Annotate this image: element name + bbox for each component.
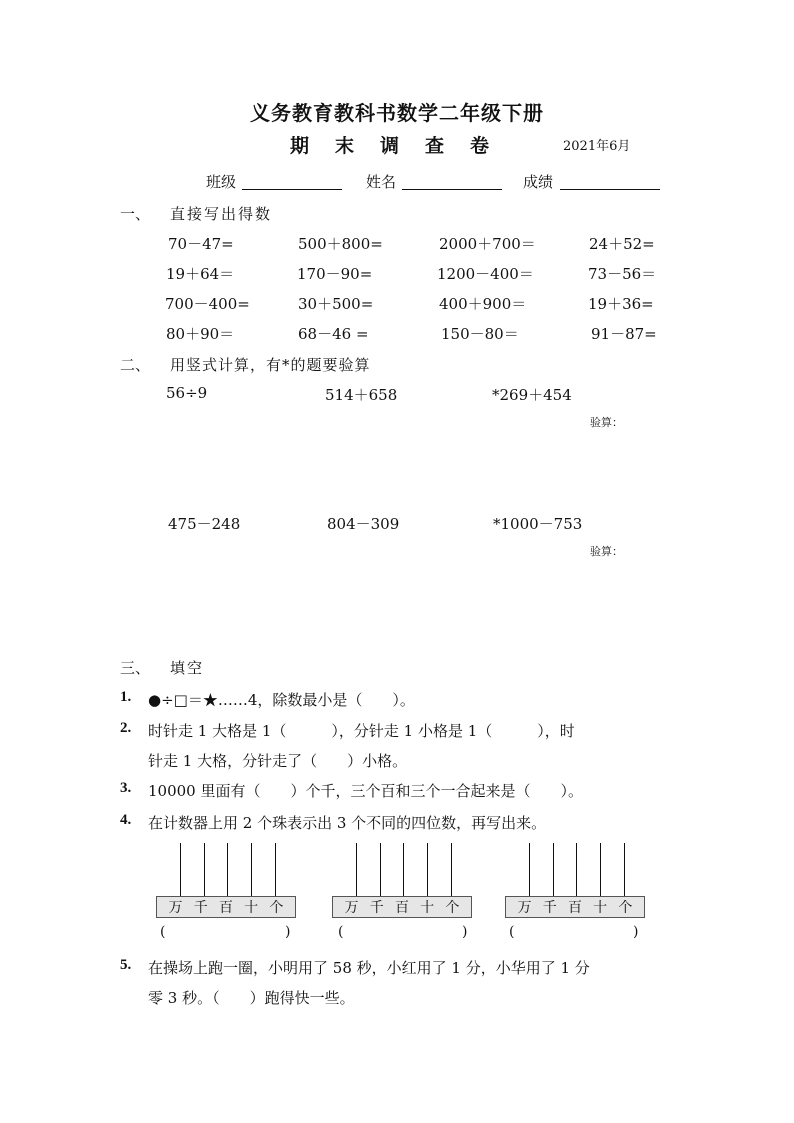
answer-paren-right: ) bbox=[462, 924, 468, 940]
oral-calc-item: 400＋900＝ bbox=[439, 295, 527, 313]
oral-calc-item: 700－400= bbox=[165, 295, 250, 313]
vertical-calc-item: 475－248 bbox=[168, 515, 241, 533]
oral-calc-item: 80＋90＝ bbox=[166, 325, 235, 343]
abacus-base bbox=[156, 896, 296, 918]
oral-calc-item: 500＋800= bbox=[298, 235, 383, 253]
abacus-rod bbox=[204, 843, 205, 897]
oral-calc-item: 24＋52= bbox=[589, 235, 655, 253]
place-label-qian: 千 bbox=[542, 900, 557, 916]
answer-paren-left[interactable]: ( bbox=[338, 924, 344, 940]
class-field[interactable] bbox=[242, 189, 342, 190]
place-label-shi: 十 bbox=[593, 900, 608, 916]
place-label-qian: 千 bbox=[369, 900, 384, 916]
place-label-bai: 百 bbox=[218, 900, 233, 916]
vertical-calc-item: *269＋454 bbox=[492, 386, 572, 404]
oral-calc-item: 30＋500= bbox=[298, 295, 374, 313]
section2-number: 二、 bbox=[120, 356, 151, 374]
name-label: 姓名 bbox=[366, 173, 397, 191]
place-label-qian: 千 bbox=[193, 900, 208, 916]
abacus-rod bbox=[251, 843, 252, 897]
question-number: 5. bbox=[120, 957, 132, 973]
section2-title: 用竖式计算，有*的题要验算 bbox=[170, 356, 371, 374]
abacus-rod bbox=[529, 843, 530, 897]
section1-number: 一、 bbox=[120, 205, 151, 223]
abacus-base bbox=[505, 896, 645, 918]
oral-calc-item: 19＋64＝ bbox=[166, 265, 235, 283]
score-label: 成绩 bbox=[523, 173, 554, 191]
abacus-rod bbox=[451, 843, 452, 897]
question-number: 2. bbox=[120, 720, 132, 736]
question-number: 1. bbox=[120, 689, 132, 705]
vertical-calc-item: 56÷9 bbox=[166, 384, 208, 402]
question-5-line1: 在操场上跑一圈，小明用了 58 秒，小红用了 1 分，小华用了 1 分 bbox=[148, 959, 590, 977]
vertical-calc-item: 804－309 bbox=[327, 515, 400, 533]
question-number: 3. bbox=[120, 780, 132, 796]
question-1-text: ●÷□＝★……4，除数最小是（ ）。 bbox=[148, 691, 415, 709]
oral-calc-item: 2000＋700＝ bbox=[439, 235, 536, 253]
oral-calc-item: 170－90= bbox=[297, 265, 373, 283]
oral-calc-item: 91－87= bbox=[591, 325, 657, 343]
abacus-base bbox=[332, 896, 472, 918]
place-label-bai: 百 bbox=[394, 900, 409, 916]
abacus-1 bbox=[156, 843, 298, 943]
question-2-line2: 针走 1 大格，分针走了（ ）小格。 bbox=[148, 752, 408, 770]
question-number: 4. bbox=[120, 812, 132, 828]
abacus-rod bbox=[576, 843, 577, 897]
place-label-bai: 百 bbox=[567, 900, 582, 916]
exam-subtitle: 期末调查卷 bbox=[290, 135, 516, 157]
exam-date: 2021年6月 bbox=[563, 139, 631, 154]
question-4-text: 在计数器上用 2 个珠表示出 3 个不同的四位数，再写出来。 bbox=[148, 814, 547, 832]
oral-calc-item: 73－56＝ bbox=[588, 265, 657, 283]
abacus-rod bbox=[403, 843, 404, 897]
name-field[interactable] bbox=[402, 189, 502, 190]
section3-number: 三、 bbox=[120, 659, 151, 677]
answer-paren-left[interactable]: ( bbox=[160, 924, 166, 940]
abacus-rod bbox=[380, 843, 381, 897]
place-label-wan: 万 bbox=[517, 900, 532, 916]
answer-paren-right: ) bbox=[285, 924, 291, 940]
place-label-ge: 个 bbox=[269, 900, 284, 916]
abacus-rod bbox=[600, 843, 601, 897]
place-label-wan: 万 bbox=[168, 900, 183, 916]
place-label-ge: 个 bbox=[445, 900, 460, 916]
abacus-rod bbox=[624, 843, 625, 897]
abacus-2 bbox=[332, 843, 474, 943]
section3-title: 填空 bbox=[170, 659, 205, 677]
place-label-shi: 十 bbox=[420, 900, 435, 916]
answer-paren-right: ) bbox=[633, 924, 639, 940]
oral-calc-item: 1200－400＝ bbox=[437, 265, 534, 283]
score-field[interactable] bbox=[560, 189, 660, 190]
class-label: 班级 bbox=[206, 173, 237, 191]
oral-calc-item: 19＋36= bbox=[588, 295, 654, 313]
oral-calc-item: 68－46 = bbox=[298, 325, 369, 343]
answer-paren-left[interactable]: ( bbox=[509, 924, 515, 940]
abacus-rod bbox=[553, 843, 554, 897]
oral-calc-item: 70－47= bbox=[168, 235, 234, 253]
place-label-shi: 十 bbox=[244, 900, 259, 916]
abacus-rod bbox=[180, 843, 181, 897]
question-2-line1: 时针走 1 大格是 1（ ），分针走 1 小格是 1（ ），时 bbox=[148, 722, 575, 740]
question-5-line2: 零 3 秒。（ ）跑得快一些。 bbox=[148, 989, 355, 1007]
abacus-3 bbox=[505, 843, 647, 943]
verify-label: 验算： bbox=[590, 545, 623, 558]
page-title: 义务教育教科书数学二年级下册 bbox=[250, 101, 544, 125]
abacus-rod bbox=[427, 843, 428, 897]
place-label-ge: 个 bbox=[618, 900, 633, 916]
oral-calc-item: 150－80＝ bbox=[441, 325, 519, 343]
vertical-calc-item: 514＋658 bbox=[325, 386, 398, 404]
abacus-rod bbox=[356, 843, 357, 897]
verify-label: 验算： bbox=[590, 416, 623, 429]
abacus-rod bbox=[275, 843, 276, 897]
section1-title: 直接写出得数 bbox=[170, 205, 273, 223]
place-label-wan: 万 bbox=[344, 900, 359, 916]
abacus-rod bbox=[227, 843, 228, 897]
question-3-text: 10000 里面有（ ）个千，三个百和三个一合起来是（ ）。 bbox=[148, 782, 583, 800]
vertical-calc-item: *1000－753 bbox=[493, 515, 583, 533]
